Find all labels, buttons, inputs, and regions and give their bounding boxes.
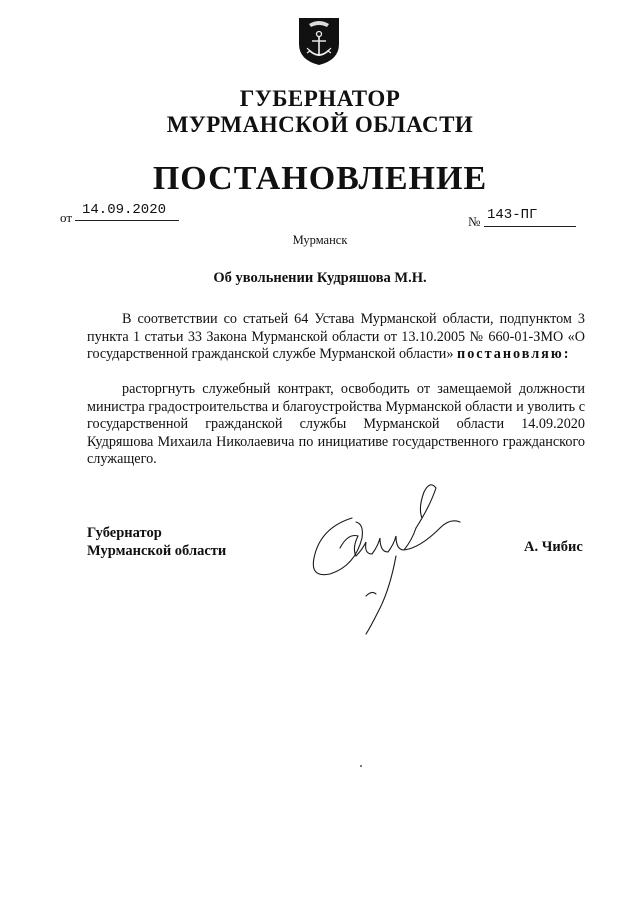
resolution-paragraph: расторгнуть служебный контракт, освободить от замещаемой должности министра градостроительства и благоустройства Мурманской области и уволить с государственной гражданской службы Мурманской области 14.09.2020 Кудряшова Михаила Николаевича по инициативе государственного гражданского служащего.	[87, 381, 585, 467]
document-subject: Об увольнении Кудряшова М.Н.	[213, 270, 427, 286]
document-type: ПОСТАНОВЛЕНИЕ	[152, 160, 488, 197]
document-number: 143-ПГ	[487, 207, 538, 223]
murmansk-coat-of-arms-icon	[297, 14, 341, 66]
issuer-title-line2: МУРМАНСКОЙ ОБЛАСТИ	[166, 112, 474, 137]
date-underline	[75, 220, 179, 221]
number-prefix: №	[468, 214, 481, 229]
scan-speck	[360, 765, 362, 767]
issuer-title-line1: ГУБЕРНАТОР	[239, 86, 401, 111]
handwritten-signature	[300, 478, 470, 638]
resolve-word: постановляю:	[457, 346, 571, 362]
city: Мурманск	[292, 233, 348, 247]
signatory-name: А. Чибис	[524, 539, 583, 555]
signatory-title-line2: Мурманской области	[87, 543, 227, 559]
number-underline	[484, 226, 576, 227]
signatory-title	[87, 524, 226, 560]
date-prefix: от	[60, 210, 73, 225]
signatory-title-line1: Губернатор	[87, 525, 162, 541]
preamble-text: В соответствии со статьей 64 Устава Мурманской области, подпунктом 3 пункта 1 статьи 33 Закона Мурманской области от 13.10.2005 № 660-01-ЗМО «О государственной гражданской службе Мурманской области»	[87, 311, 585, 362]
preamble-paragraph	[87, 311, 585, 364]
document-date: 14.09.2020	[82, 202, 167, 218]
